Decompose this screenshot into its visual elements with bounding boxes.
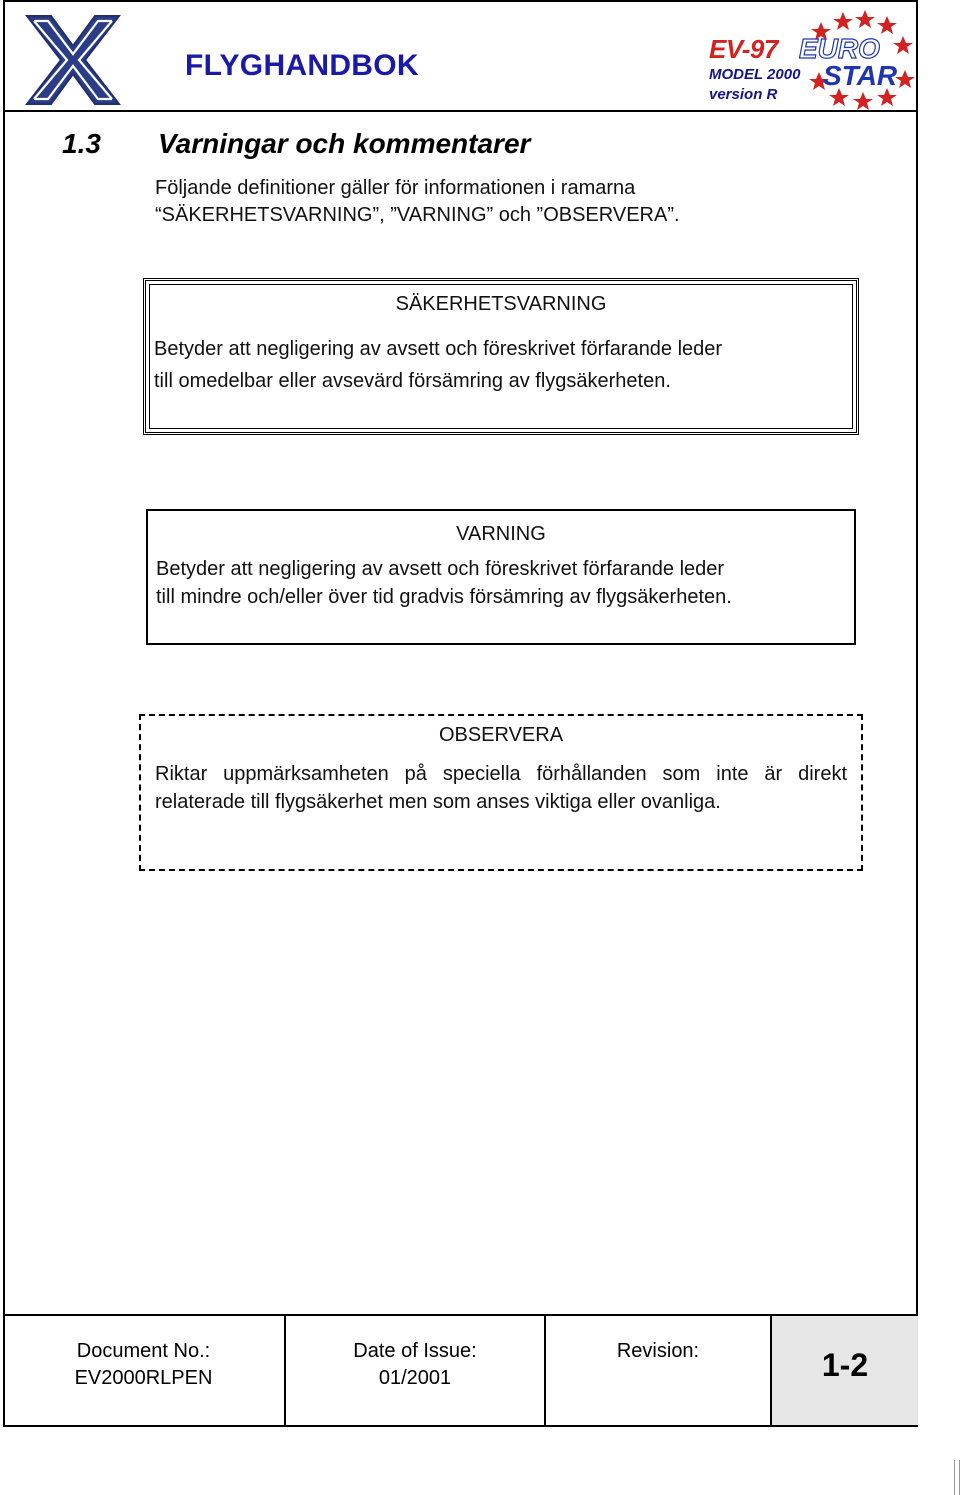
note-box-title: OBSERVERA [438, 724, 564, 746]
brand-star: STAR [823, 60, 898, 91]
warning-box-line: Betyder att negligering av avsett och föreskrivet förfarande leder [156, 558, 725, 580]
danger-box-line: till omedelbar eller avsevärd försämring av flygsäkerheten. [154, 370, 671, 392]
warning-box [146, 509, 856, 645]
date-of-issue-value: 01/2001 [378, 1367, 452, 1389]
brand-ev97: EV-97 [709, 34, 778, 64]
page-header [3, 0, 918, 112]
intro-line: Följande definitioner gäller för informationen i ramarna [155, 177, 636, 199]
note-box [139, 714, 863, 871]
footer-document-cell [3, 1316, 286, 1425]
footer-revision-cell [546, 1316, 772, 1425]
brand-model: MODEL 2000 [709, 66, 801, 83]
warning-box-title: VARNING [456, 523, 546, 545]
revision-label: Revision: [616, 1340, 700, 1362]
section-number: 1.3 [62, 128, 101, 159]
x-logo-icon [25, 14, 121, 106]
ev97-eurostar-logo [703, 8, 915, 112]
danger-box [143, 278, 859, 435]
date-of-issue-label: Date of Issue: [353, 1340, 477, 1362]
warning-box-body [148, 555, 854, 611]
section-heading [62, 128, 530, 160]
section-title: Varningar och kommentarer [158, 128, 531, 159]
intro-line: “SÄKERHETSVARNING”, ”VARNING” och ”OBSERVERA”. [155, 204, 680, 226]
footer-page-cell [772, 1316, 918, 1425]
document-title: FLYGHANDBOK [185, 49, 419, 82]
page-edge-mark [954, 1460, 960, 1495]
danger-box-body [146, 333, 856, 397]
page-footer [3, 1314, 918, 1427]
brand-euro: EURO [799, 33, 880, 64]
warning-box-line: till mindre och/eller över tid gradvis försämring av flygsäkerheten. [156, 586, 732, 608]
danger-box-line: Betyder att negligering av avsett och föreskrivet förfarande leder [154, 338, 723, 360]
note-box-body: Riktar uppmärksamheten på speciella förhållanden som inte är direkt relaterade till flygsäkerhet men som anses viktiga eller ovanliga. [155, 763, 847, 813]
document-number-value: EV2000RLPEN [74, 1367, 213, 1389]
intro-text [155, 175, 680, 229]
brand-version: version R [709, 86, 778, 103]
danger-box-title: SÄKERHETSVARNING [395, 293, 607, 315]
footer-date-cell [286, 1316, 546, 1425]
document-number-label: Document No.: [76, 1340, 211, 1362]
page-number: 1-2 [821, 1347, 869, 1383]
